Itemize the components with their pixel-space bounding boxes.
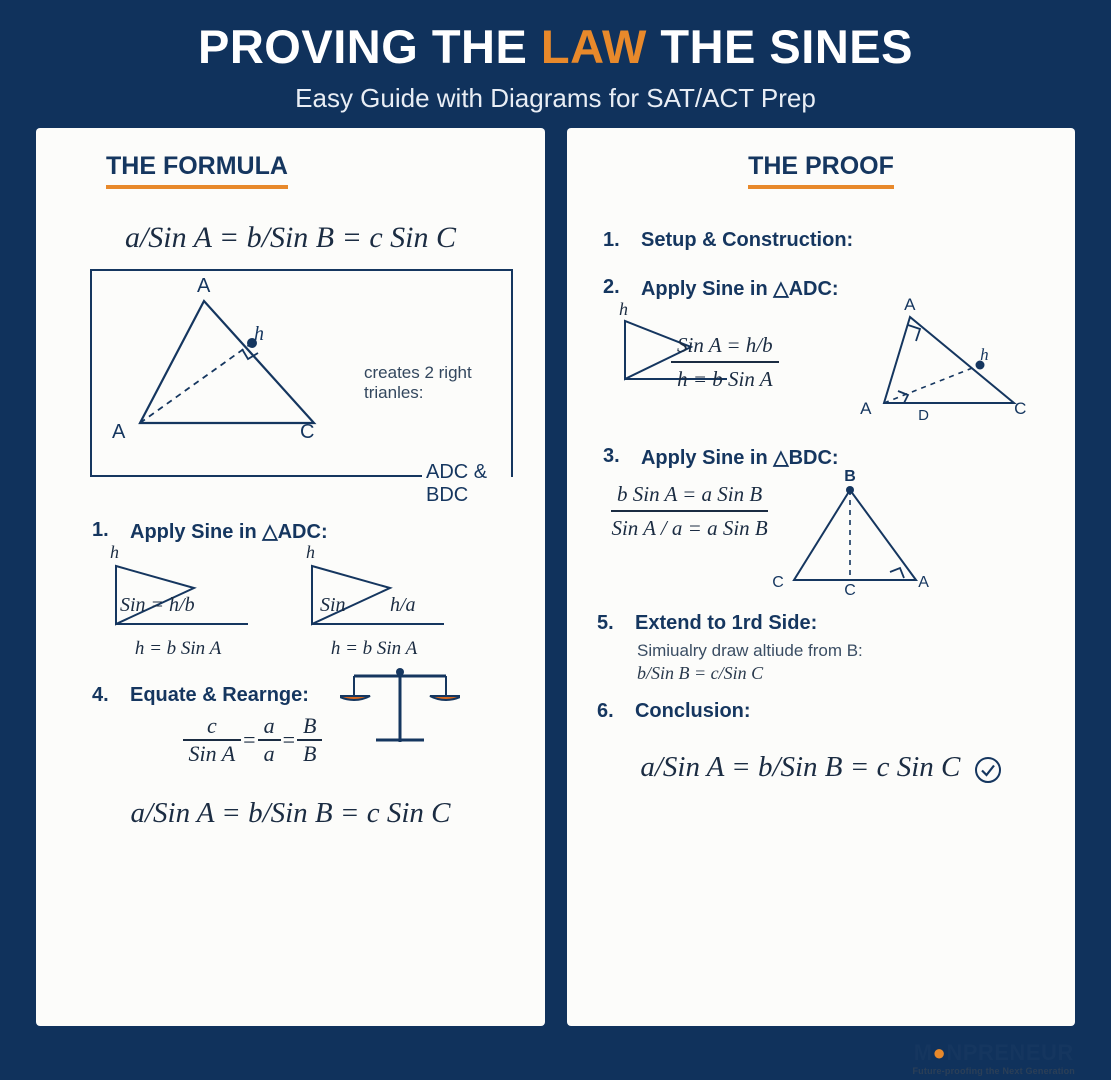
- proof-card-title: THE PROOF: [748, 152, 894, 189]
- equate-equation: [181, 713, 325, 767]
- footer-logo: [912, 1040, 1075, 1076]
- fraction-1-denominator: Sin A: [183, 739, 242, 767]
- brand-part-1: M: [913, 1040, 933, 1065]
- proof-step-2-label-d: D: [918, 407, 930, 425]
- small-triangle-right-expr-a: Sin: [320, 594, 346, 617]
- small-triangle-left-svg: [98, 550, 258, 636]
- adc-bdc-caption: ADC & BDC: [422, 461, 511, 507]
- proof-step-3-eq-top: b Sin A = a Sin B: [611, 482, 768, 512]
- small-triangle-right: [294, 542, 454, 660]
- brand-tagline: Future-proofing the Next Generation: [912, 1066, 1075, 1076]
- proof-step-6-text: Conclusion:: [634, 700, 751, 723]
- label-vertex-a-left: A: [112, 421, 126, 444]
- proof-step-2-eq-bottom: h = b Sin A: [677, 367, 773, 392]
- proof-step-5-number: 5.: [596, 612, 614, 635]
- proof-step-3-number: 3.: [602, 445, 620, 468]
- small-triangle-left-expr: Sin = h/b: [120, 594, 195, 617]
- proof-step-2-label-a-top: A: [904, 295, 916, 315]
- proof-step-6: [589, 700, 1053, 723]
- proof-step-2-text: Apply Sine in △ADC:: [640, 278, 839, 301]
- proof-step-3: [589, 445, 1053, 470]
- fraction-1: [183, 713, 242, 767]
- proof-step-2-label-c: C: [1014, 399, 1027, 419]
- left-step-4-number: 4.: [92, 684, 109, 707]
- proof-step-5-line-1: Simiualry draw altiude from B:: [636, 641, 863, 661]
- balance-scale-icon: [340, 662, 460, 754]
- proof-step-3-text: Apply Sine in △BDC:: [640, 447, 839, 470]
- small-triangle-left: [98, 542, 258, 660]
- fraction-3: [297, 713, 322, 767]
- small-triangle-right-svg: [294, 550, 454, 636]
- proof-step-3-eq-bottom: Sin A / a = a Sin B: [611, 516, 768, 541]
- proof-step-3-diagram: [772, 468, 948, 606]
- proof-step-5-content: [589, 641, 1053, 684]
- proof-card-title-wrap: [589, 152, 1053, 195]
- left-step-1-text: Apply Sine in △ADC:: [130, 521, 328, 544]
- proof-step-3-equation: [611, 482, 768, 541]
- cards-container: [0, 128, 1111, 1026]
- proof-step-2-label-h: h: [980, 345, 989, 365]
- check-circle-icon: [974, 756, 1002, 784]
- proof-step-2-content: [589, 295, 1053, 433]
- proof-step-2-number: 2.: [602, 276, 620, 299]
- small-triangle-right-h: h: [306, 542, 315, 563]
- proof-step-2-diagram: [860, 295, 1053, 433]
- fraction-2-numerator: a: [263, 713, 275, 739]
- fraction-3-denominator: B: [297, 739, 322, 767]
- page-header: [0, 0, 1111, 128]
- formula-card-title-wrap: [58, 152, 523, 195]
- proof-step-3-label-b: B: [844, 468, 856, 486]
- brand-part-2: NPRENEUR: [946, 1040, 1074, 1065]
- proof-step-3-label-a-right: A: [918, 574, 929, 592]
- small-triangle-right-expr-b: h/a: [390, 594, 416, 617]
- left-bottom-formula: a/Sin A = b/Sin B = c Sin C: [130, 797, 451, 830]
- proof-step-2-eq-top: Sin A = h/b: [671, 333, 779, 363]
- proof-step-6-number: 6.: [596, 700, 614, 723]
- triangle-diagram-box: [90, 269, 513, 507]
- proof-step-2-h: h: [618, 299, 628, 320]
- proof-step-1: [589, 229, 1053, 252]
- proof-step-5: [589, 612, 1053, 635]
- title-accent: LAW: [540, 20, 647, 73]
- fraction-3-numerator: B: [303, 713, 317, 739]
- fraction-2-denominator: a: [258, 739, 281, 767]
- proof-step-3-label-c-left: C: [772, 574, 784, 592]
- brand-name: [912, 1040, 1075, 1066]
- proof-step-2-equation: [671, 333, 779, 392]
- formula-card-title: THE FORMULA: [106, 152, 288, 189]
- proof-card: [567, 128, 1075, 1026]
- label-vertex-a-top: A: [197, 275, 211, 298]
- left-step-4-text: Equate & Rearnge:: [130, 684, 309, 707]
- proof-step-2-left: [609, 299, 852, 413]
- equals-2: =: [282, 727, 296, 753]
- left-step-1-number: 1.: [92, 519, 109, 542]
- formula-card: [36, 128, 545, 1026]
- fraction-1-numerator: c: [206, 713, 217, 739]
- title-part-2: THE SINES: [646, 20, 913, 73]
- proof-step-5-text: Extend to 1rd Side:: [634, 612, 818, 635]
- proof-step-1-text: Setup & Construction:: [640, 229, 854, 252]
- proof-step-1-number: 1.: [602, 229, 620, 252]
- proof-step-2-label-a-left: A: [860, 399, 872, 419]
- main-formula: a/Sin A = b/Sin B = c Sin C: [124, 221, 457, 255]
- equals-1: =: [243, 727, 256, 753]
- fraction-2: [258, 713, 281, 767]
- left-step-1: [58, 519, 523, 544]
- creates-two-right-triangles-label: creates 2 right trianles:: [364, 363, 472, 403]
- proof-step-3-content: [589, 468, 1053, 606]
- equate-row: [58, 657, 523, 767]
- proof-conclusion-formula-row: [589, 751, 1053, 784]
- label-height-h: h: [254, 323, 264, 346]
- brand-dot-icon: ●: [932, 1040, 947, 1065]
- small-triangles-row: [58, 542, 523, 660]
- title-part-1: PROVING THE: [198, 20, 541, 73]
- page-title: [0, 22, 1111, 71]
- small-triangle-right-caption: h = b Sin A: [330, 638, 418, 660]
- proof-step-2: [589, 276, 1053, 301]
- small-triangle-left-h: h: [110, 542, 119, 563]
- page-subtitle: Easy Guide with Diagrams for SAT/ACT Prep: [295, 83, 816, 114]
- proof-step-5-line-2: b/Sin B = c/Sin C: [636, 663, 764, 684]
- proof-conclusion-formula: a/Sin A = b/Sin B = c Sin C: [640, 751, 961, 784]
- label-vertex-c: C: [300, 421, 315, 444]
- proof-step-3-label-c-bottom: C: [844, 582, 856, 600]
- small-triangle-left-caption: h = b Sin A: [134, 638, 222, 660]
